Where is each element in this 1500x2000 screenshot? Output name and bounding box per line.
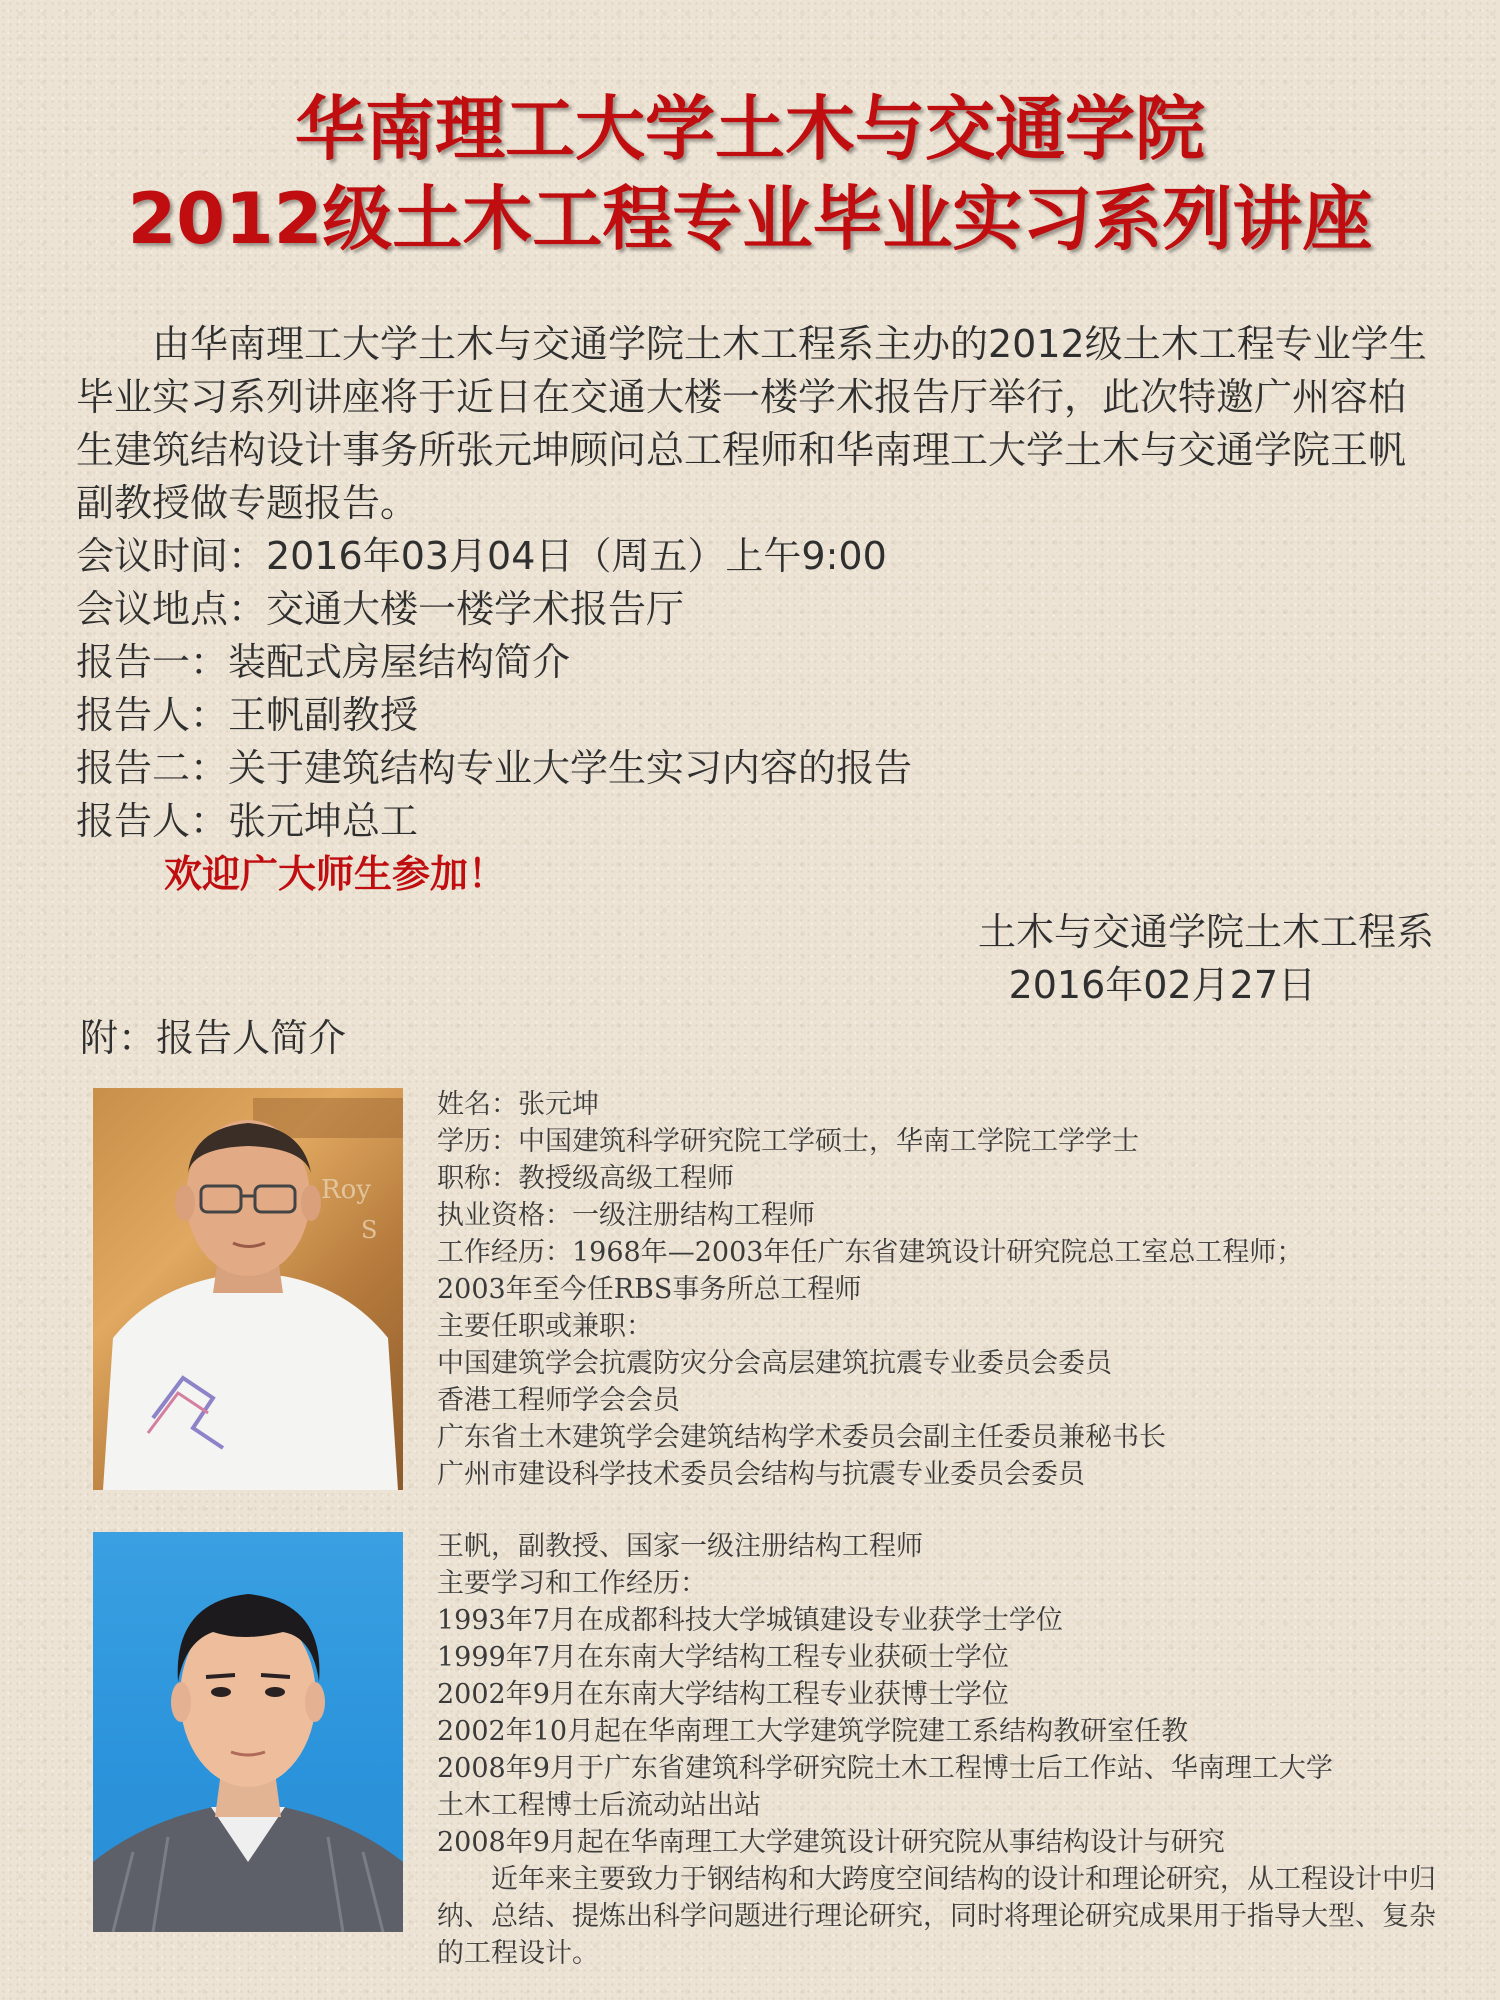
report-two: 报告二：关于建筑结构专业大学生实习内容的报告 (76, 746, 913, 790)
announcement-body (76, 318, 1436, 901)
bio-line: 1999年7月在东南大学结构工程专业获硕士学位 (437, 1642, 1009, 1673)
bio-line: 学历：中国建筑科学研究院工学硕士，华南工学院工学学士 (437, 1126, 1139, 1157)
title-line-1: 华南理工大学土木与交通学院 (295, 88, 1205, 170)
bio-line: 广东省土木建筑学会建筑结构学术委员会副主任委员兼秘书长 (437, 1422, 1166, 1453)
bio-line: 王帆，副教授、国家一级注册结构工程师 (437, 1531, 923, 1562)
research-paragraph: 近年来主要致力于钢结构和大跨度空间结构的设计和理论研究，从工程设计中归纳、总结、提炼出科学问题进行理论研究，同时将理论研究成果用于指导大型、复杂的工程设计。 (437, 1864, 1436, 1969)
report-one-speaker: 报告人：王帆副教授 (76, 693, 419, 737)
report-two-speaker: 报告人：张元坤总工 (76, 799, 419, 843)
svg-text:Roy: Roy (321, 1175, 371, 1205)
bio-line: 香港工程师学会会员 (437, 1385, 680, 1416)
title-line-2: 2012级土木工程专业毕业实习系列讲座 (127, 178, 1373, 260)
speaker-wang-bio (437, 1528, 1447, 1972)
bio-line: 土木工程博士后流动站出站 (437, 1790, 761, 1821)
bio-line: 职称：教授级高级工程师 (437, 1163, 734, 1194)
signature-block (978, 906, 1434, 1012)
meeting-time: 会议时间：2016年03月04日（周五）上午9:00 (76, 534, 887, 578)
bio-line: 2003年至今任RBS事务所总工程师 (437, 1274, 862, 1305)
signature-date: 2016年02月27日 (1008, 963, 1316, 1007)
bio-line: 主要任职或兼职： (437, 1311, 653, 1342)
welcome-message: 欢迎广大师生参加！ (164, 852, 507, 896)
speaker-zhang-bio (437, 1086, 1447, 1493)
meeting-location: 会议地点：交通大楼一楼学术报告厅 (76, 587, 685, 631)
bio-line: 中国建筑学会抗震防灾分会高层建筑抗震专业委员会委员 (437, 1348, 1112, 1379)
bio-line: 2002年9月在东南大学结构工程专业获博士学位 (437, 1679, 1009, 1710)
report-one: 报告一：装配式房屋结构简介 (76, 640, 571, 684)
signature-org: 土木与交通学院土木工程系 (977, 910, 1434, 954)
speaker-zhang-photo (93, 1088, 403, 1490)
intro-paragraph: 由华南理工大学土木与交通学院土木工程系主办的2012级土木工程专业学生毕业实习系列讲座将于近日在交通大楼一楼学术报告厅举行，此次特邀广州容柏生建筑结构设计事务所张元坤顾问总工程师和华南理工大学土木与交通学院王帆副教授做专题报告。 (76, 322, 1427, 525)
bio-line: 2008年9月起在华南理工大学建筑设计研究院从事结构设计与研究 (437, 1827, 1225, 1858)
bio-line: 2008年9月于广东省建筑科学研究院土木工程博士后工作站、华南理工大学 (437, 1753, 1333, 1784)
bio-line: 主要学习和工作经历： (437, 1568, 707, 1599)
bio-line: 广州市建设科学技术委员会结构与抗震专业委员会委员 (437, 1459, 1085, 1490)
speaker-wang-photo (93, 1532, 403, 1932)
bio-line: 1993年7月在成都科技大学城镇建设专业获学士学位 (437, 1605, 1063, 1636)
svg-text:S: S (361, 1216, 378, 1244)
bio-line: 工作经历：1968年—2003年任广东省建筑设计研究院总工室总工程师； (437, 1237, 1304, 1268)
bio-line: 姓名：张元坤 (437, 1089, 599, 1120)
bio-line: 执业资格：一级注册结构工程师 (437, 1200, 815, 1231)
bio-line: 2002年10月起在华南理工大学建筑学院建工系结构教研室任教 (437, 1716, 1189, 1747)
appendix-heading: 附：报告人简介 (80, 1016, 347, 1060)
